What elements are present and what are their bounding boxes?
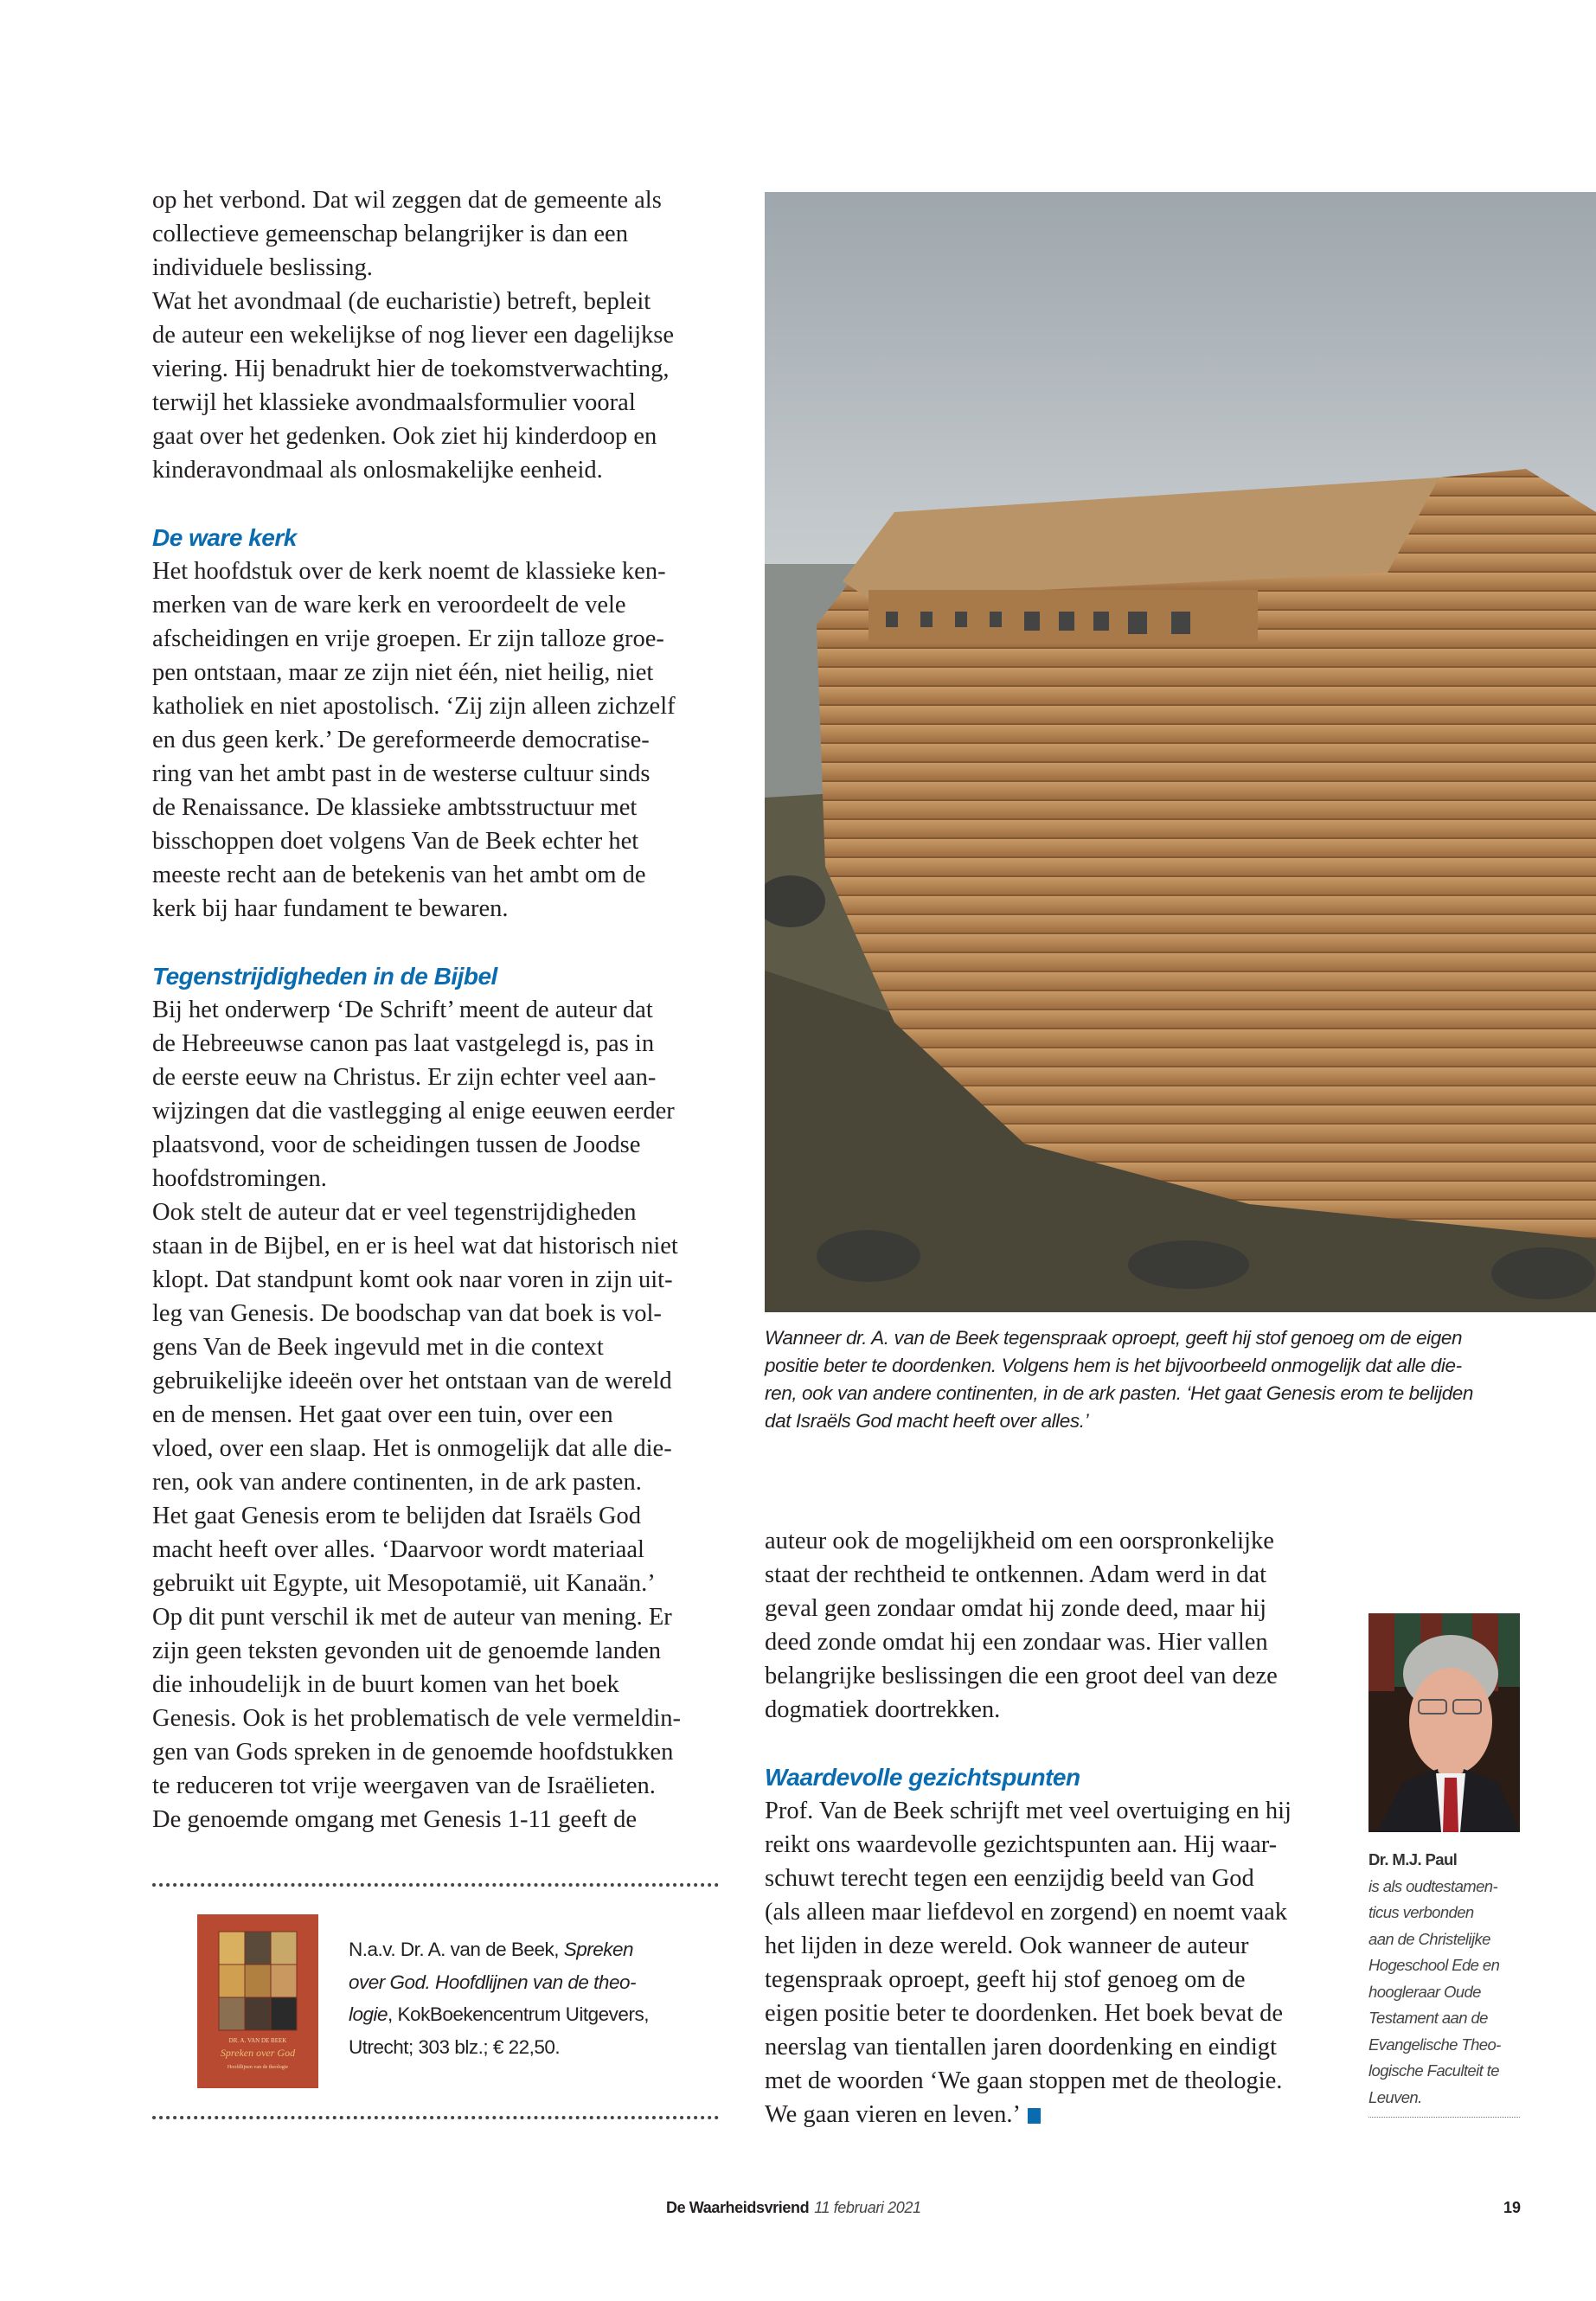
text-line: auteur ook de mogelijkheid om een oorspronkelijke xyxy=(765,1528,1274,1554)
text-line: geval geen zondaar omdat hij zonde deed, maar hij xyxy=(765,1595,1267,1622)
author-bio xyxy=(1368,1847,1520,2111)
section-heading: De ware kerk xyxy=(152,524,297,551)
text-line: meeste recht aan de betekenis van het ambt om de xyxy=(152,862,646,888)
text-line: bisschoppen doet volgens Van de Beek echter het xyxy=(152,828,639,855)
text-line: ren, ook van andere continenten, in de ark pasten. xyxy=(152,1469,642,1496)
text-line: met de woorden ‘We gaan stoppen met de theologie. xyxy=(765,2067,1283,2094)
author-portrait-image xyxy=(1368,1613,1520,1832)
bio-line: hoogleraar Oude xyxy=(1368,1982,1481,2001)
text-line: ring van het ambt past in de westerse cultuur sinds xyxy=(152,760,651,787)
text-line: Ook stelt de auteur dat er veel tegenstrijdigheden xyxy=(152,1199,637,1226)
section-heading: Tegenstrijdigheden in de Bijbel xyxy=(152,963,497,990)
caption-line: ren, ook van andere continenten, in de ark pasten. ‘Het gaat Genesis erom te belijden xyxy=(765,1382,1474,1404)
text-line: het lijden in deze wereld. Ook wanneer de auteur xyxy=(765,1932,1249,1959)
ark-photo-image xyxy=(765,192,1596,1312)
text-line: afscheidingen en vrije groepen. Er zijn talloze groe- xyxy=(152,625,664,652)
caption-line: positie beter te doordenken. Volgens hem is het bijvoorbeeld onmogelijk dat alle die- xyxy=(765,1355,1462,1376)
text-line: gens Van de Beek ingevuld met in die context xyxy=(152,1334,604,1361)
book-cover-title: Spreken over God xyxy=(220,2047,296,2059)
book-box-top-divider xyxy=(152,1883,719,1887)
right-text-column xyxy=(765,1524,1336,2131)
text-line: macht heeft over alles. ‘Daarvoor wordt materiaal xyxy=(152,1536,644,1563)
text-line: Op dit punt verschil ik met de auteur van mening. Er xyxy=(152,1604,672,1631)
text-line: De genoemde omgang met Genesis 1-11 geeft de xyxy=(152,1806,638,1833)
text-line: kerk bij haar fundament te bewaren. xyxy=(152,895,509,922)
text-line: Bij het onderwerp ‘De Schrift’ meent de auteur dat xyxy=(152,997,653,1023)
paragraph-gap xyxy=(765,1727,1336,1760)
bio-line: logische Faculteit te xyxy=(1368,2061,1499,2080)
icon-grid-icon xyxy=(197,1914,318,2088)
bio-line: Leuven. xyxy=(1368,2087,1422,2106)
book-cover-subtitle: Hoofdlijnen van de theologie xyxy=(227,2065,289,2070)
section-heading: Waardevolle gezichtspunten xyxy=(765,1764,1080,1791)
left-text-column xyxy=(152,183,723,1836)
ref-prefix: N.a.v. Dr. A. van de Beek, xyxy=(349,1939,564,1960)
ref-title-cont: over God. Hoofdlijnen van de theo- xyxy=(349,1971,636,1993)
text-line: (als alleen maar liefdevol en zorgend) en noemt vaak xyxy=(765,1899,1288,1926)
book-cover xyxy=(197,1914,318,2088)
text-line: gaat over het gedenken. Ook ziet hij kinderdoop en xyxy=(152,423,657,450)
text-line: leg van Genesis. De boodschap van dat boek is vol- xyxy=(152,1300,662,1327)
bio-divider xyxy=(1368,2117,1520,2118)
text-line: en de mensen. Het gaat over een tuin, over een xyxy=(152,1401,613,1428)
text-line: katholiek en niet apostolisch. ‘Zij zijn alleen zichzelf xyxy=(152,693,676,720)
author-name: Dr. M.J. Paul xyxy=(1368,1850,1458,1868)
text-line: vloed, over een slaap. Het is onmogelijk dat alle die- xyxy=(152,1435,672,1462)
text-line: de auteur een wekelijkse of nog liever een dagelijkse xyxy=(152,322,674,349)
text-line: zijn geen teksten gevonden uit de genoemde landen xyxy=(152,1638,662,1664)
ref-details: Utrecht; 303 blz.; € 22,50. xyxy=(349,2035,561,2058)
ark-photo xyxy=(765,192,1596,1312)
text-line: kinderavondmaal als onlosmakelijke eenheid. xyxy=(152,457,603,484)
text-line: klopt. Dat standpunt komt ook naar voren in zijn uit- xyxy=(152,1266,673,1293)
text-line: hoofdstromingen. xyxy=(152,1165,327,1192)
ref-title: Spreken xyxy=(563,1939,634,1960)
caption-line: dat Israëls God macht heeft over alles.’ xyxy=(765,1410,1089,1432)
text-line: de Renaissance. De klassieke ambtsstructuur met xyxy=(152,794,638,821)
bio-line: ticus verbonden xyxy=(1368,1903,1474,1921)
text-line: schuwt terecht tegen een eenzijdig beeld van God xyxy=(765,1865,1254,1892)
ref-title-end: logie xyxy=(349,2003,388,2025)
text-line: die inhoudelijk in de buurt komen van het boek xyxy=(152,1671,619,1698)
text-line: Genesis. Ook is het problematisch de vele vermeldin- xyxy=(152,1705,681,1732)
book-reference xyxy=(349,1933,695,2063)
text-line: belangrijke beslissingen die een groot deel van deze xyxy=(765,1663,1278,1689)
text-line: te reduceren tot vrije weergaven van de Israëlieten. xyxy=(152,1772,656,1799)
text-line: pen ontstaan, maar ze zijn niet één, niet heilig, niet xyxy=(152,659,654,686)
text-line: gen van Gods spreken in de genoemde hoofdstukken xyxy=(152,1739,674,1766)
text-line: de Hebreeuwse canon pas laat vastgelegd is, pas in xyxy=(152,1030,655,1057)
paragraph-gap xyxy=(152,926,723,959)
bio-line: Hogeschool Ede en xyxy=(1368,1956,1500,1974)
ref-publisher: , KokBoekencentrum Uitgevers, xyxy=(388,2003,649,2025)
caption-line: Wanneer dr. A. van de Beek tegenspraak oproept, geeft hij stof genoeg om de eigen xyxy=(765,1327,1463,1349)
text-line: viering. Hij benadrukt hier de toekomstverwachting, xyxy=(152,356,670,382)
text-line: Het gaat Genesis erom te belijden dat Israëls God xyxy=(152,1503,642,1529)
book-cover-author: DR. A. VAN DE BEEK xyxy=(228,2037,287,2044)
issue-date: 11 februari 2021 xyxy=(814,2199,921,2216)
text-line: reikt ons waardevolle gezichtspunten aan. Hij waar- xyxy=(765,1831,1278,1858)
author-description xyxy=(1368,1874,1520,2112)
magazine-name: De Waarheidsvriend xyxy=(666,2199,810,2216)
bio-line: Testament aan de xyxy=(1368,2009,1488,2027)
text-line: gebruikt uit Egypte, uit Mesopotamië, uit Kanaän.’ xyxy=(152,1570,656,1597)
bio-line: Evangelische Theo- xyxy=(1368,2035,1501,2054)
text-line: collectieve gemeenschap belangrijker is dan een xyxy=(152,221,628,247)
bio-line: aan de Christelijke xyxy=(1368,1929,1490,1948)
text-line: plaatsvond, voor de scheidingen tussen de Joodse xyxy=(152,1131,641,1158)
text-line: op het verbond. Dat wil zeggen dat de gemeente als xyxy=(152,187,662,214)
text-line: staat der rechtheid te ontkennen. Adam werd in dat xyxy=(765,1561,1267,1588)
author-portrait xyxy=(1368,1613,1520,1832)
text-line: gebruikelijke ideeën over het ontstaan van de wereld xyxy=(152,1368,672,1394)
text-line: staan in de Bijbel, en er is heel wat dat historisch niet xyxy=(152,1233,678,1259)
photo-caption xyxy=(765,1324,1543,1435)
book-box-bottom-divider xyxy=(152,2116,719,2119)
bio-line: is als oudtestamen- xyxy=(1368,1876,1498,1895)
text-line: Het hoofdstuk over de kerk noemt de klassieke ken- xyxy=(152,558,666,585)
text-line: Prof. Van de Beek schrijft met veel overtuiging en hij xyxy=(765,1798,1292,1824)
text-line: We gaan vieren en leven.’ xyxy=(765,2098,1336,2131)
text-line: deed zonde omdat hij een zondaar was. Hier vallen xyxy=(765,1629,1268,1656)
end-of-article-icon xyxy=(1028,2108,1041,2124)
text-line: wijzingen dat die vastlegging al enige eeuwen eerder xyxy=(152,1098,675,1125)
text-line: Wat het avondmaal (de eucharistie) betreft, bepleit xyxy=(152,288,651,315)
text-line: neerslag van tientallen jaren doordenking en eindigt xyxy=(765,2034,1277,2061)
text-line: de eerste eeuw na Christus. Er zijn echter veel aan- xyxy=(152,1064,657,1091)
text-line: en dus geen kerk.’ De gereformeerde democratise- xyxy=(152,727,650,753)
text-line: individuele beslissing. xyxy=(152,254,373,281)
paragraph-gap xyxy=(152,487,723,521)
text-line: dogmatiek doortrekken. xyxy=(765,1696,1001,1723)
text-line: eigen positie beter te doordenken. Het boek bevat de xyxy=(765,2000,1284,2027)
text-line: tegenspraak oproept, geeft hij stof genoeg om de xyxy=(765,1966,1246,1993)
text-line: merken van de ware kerk en veroordeelt de vele xyxy=(152,592,626,619)
page-number: 19 xyxy=(1503,2199,1522,2216)
footer-magazine xyxy=(666,2199,921,2217)
text-line: terwijl het klassieke avondmaalsformulier vooral xyxy=(152,389,636,416)
